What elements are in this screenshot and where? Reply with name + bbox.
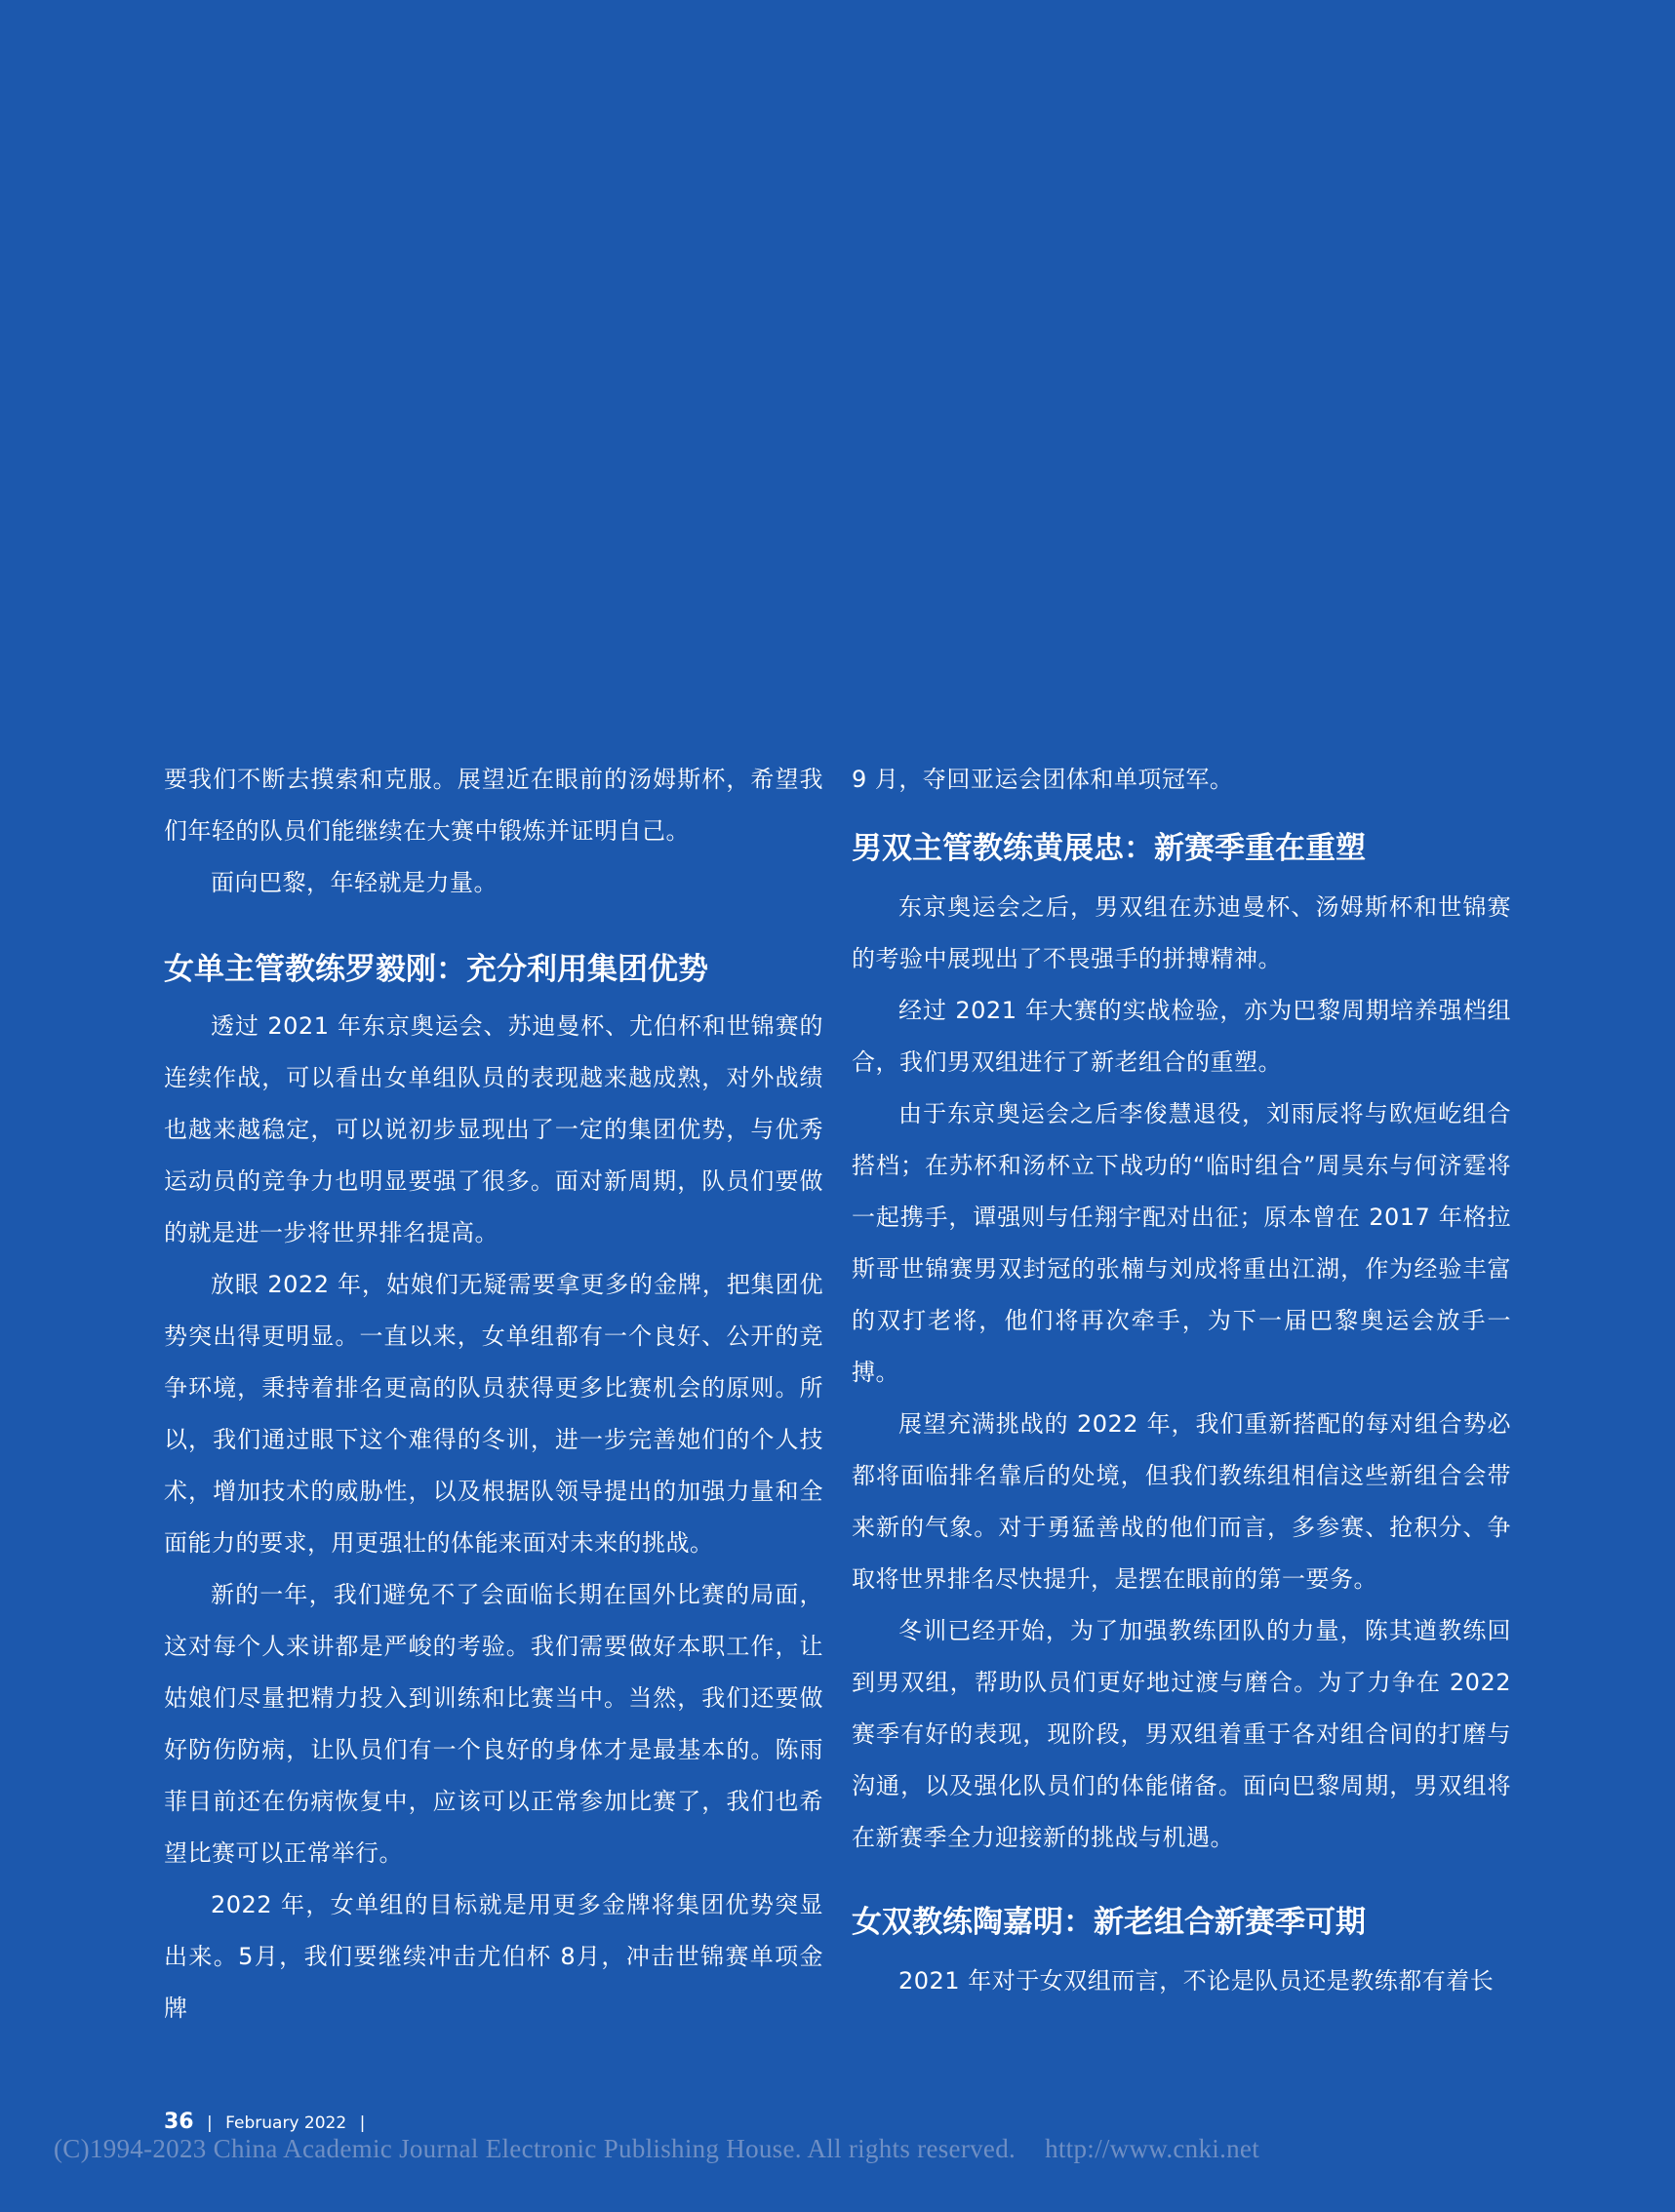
paragraph: 9 月，夺回亚运会团体和单项冠军。 [852, 766, 1234, 793]
paragraph: 放眼 2022 年，姑娘们无疑需要拿更多的金牌，把集团优势突出得更明显。一直以来，女单组都有一个良好、公开的竞争环境，秉持着排名更高的队员获得更多比赛机会的原则。所以，我们通过眼下这个难得的冬训，进一步完善她们的个人技术，增加技术的威胁性，以及根据队领导提出的加强力量和全面能力的要求，用更强壮的体能来面对未来的挑战。 [164, 1271, 823, 1557]
paragraph: 要我们不断去摸索和克服。展望近在眼前的汤姆斯杯，希望我们年轻的队员们能继续在大赛中锻炼并证明自己。 [164, 766, 823, 845]
copyright-text: (C)1994-2023 China Academic Journal Electronic Publishing House. All rights reserved. [54, 2134, 1017, 2163]
section-heading: 男双主管教练黄展忠：新赛季重在重塑 [852, 831, 1366, 866]
right-column [852, 754, 1511, 2007]
page-number: 36 [164, 2110, 194, 2134]
paragraph: 展望充满挑战的 2022 年，我们重新搭配的每对组合势必都将面临排名靠后的处境，但我们教练组相信这些新组合会带来新的气象。对于勇猛善战的他们而言，多参赛、抢积分、争取将世界排名尽快提升，是摆在眼前的第一要务。 [852, 1410, 1511, 1593]
left-column [164, 754, 823, 2034]
paragraph: 东京奥运会之后，男双组在苏迪曼杯、汤姆斯杯和世锦赛的考验中展现出了不畏强手的拼搏精神。 [852, 893, 1511, 972]
paragraph: 新的一年，我们避免不了会面临长期在国外比赛的局面，这对每个人来讲都是严峻的考验。我们需要做好本职工作，让姑娘们尽量把精力投入到训练和比赛当中。当然，我们还要做好防伤防病，让队员们有一个良好的身体才是最基本的。陈雨菲目前还在伤病恢复中，应该可以正常参加比赛了，我们也希望比赛可以正常举行。 [164, 1581, 823, 1867]
paragraph: 由于东京奥运会之后李俊慧退役，刘雨辰将与欧烜屹组合搭档；在苏杯和汤杯立下战功的“临时组合”周昊东与何济霆将一起携手，谭强则与任翔宇配对出征；原本曾在 2017 年格拉斯哥世锦赛男双封冠的张楠与刘成将重出江湖，作为经验丰富的双打老将，他们将再次牵手，为下一届巴黎奥运会放手一搏。 [852, 1100, 1511, 1386]
issue-date: February 2022 [225, 2113, 347, 2133]
page-footer [164, 2110, 373, 2134]
copyright-url: http://www.cnki.net [1045, 2134, 1259, 2163]
paragraph: 面向巴黎，年轻就是力量。 [211, 869, 498, 896]
paragraph: 经过 2021 年大赛的实战检验，亦为巴黎周期培养强档组合，我们男双组进行了新老组合的重塑。 [852, 997, 1511, 1076]
paragraph: 冬训已经开始，为了加强教练团队的力量，陈其遒教练回到男双组，帮助队员们更好地过渡与磨合。为了力争在 2022 赛季有好的表现，现阶段，男双组着重于各对组合间的打磨与沟通，以及强化队员们的体能储备。面向巴黎周期，男双组将在新赛季全力迎接新的挑战与机遇。 [852, 1617, 1511, 1851]
section-heading: 女单主管教练罗毅刚：充分利用集团优势 [164, 952, 708, 987]
paragraph: 透过 2021 年东京奥运会、苏迪曼杯、尤伯杯和世锦赛的连续作战，可以看出女单组队员的表现越来越成熟，对外战绩也越来越稳定，可以说初步显现出了一定的集团优势，与优秀运动员的竞争力也明显要强了很多。面对新周期，队员们要做的就是进一步将世界排名提高。 [164, 1012, 823, 1246]
paragraph: 2021 年对于女双组而言，不论是队员还是教练都有着长 [898, 1967, 1495, 1995]
copyright-watermark [54, 2134, 1259, 2164]
section-heading: 女双教练陶嘉明：新老组合新赛季可期 [852, 1905, 1366, 1940]
paragraph: 2022 年，女单组的目标就是用更多金牌将集团优势突显出来。5月，我们要继续冲击尤伯杯 8月，冲击世锦赛单项金牌 [164, 1891, 823, 2022]
footer-separator-end: | [359, 2113, 366, 2133]
footer-separator: | [207, 2113, 213, 2133]
